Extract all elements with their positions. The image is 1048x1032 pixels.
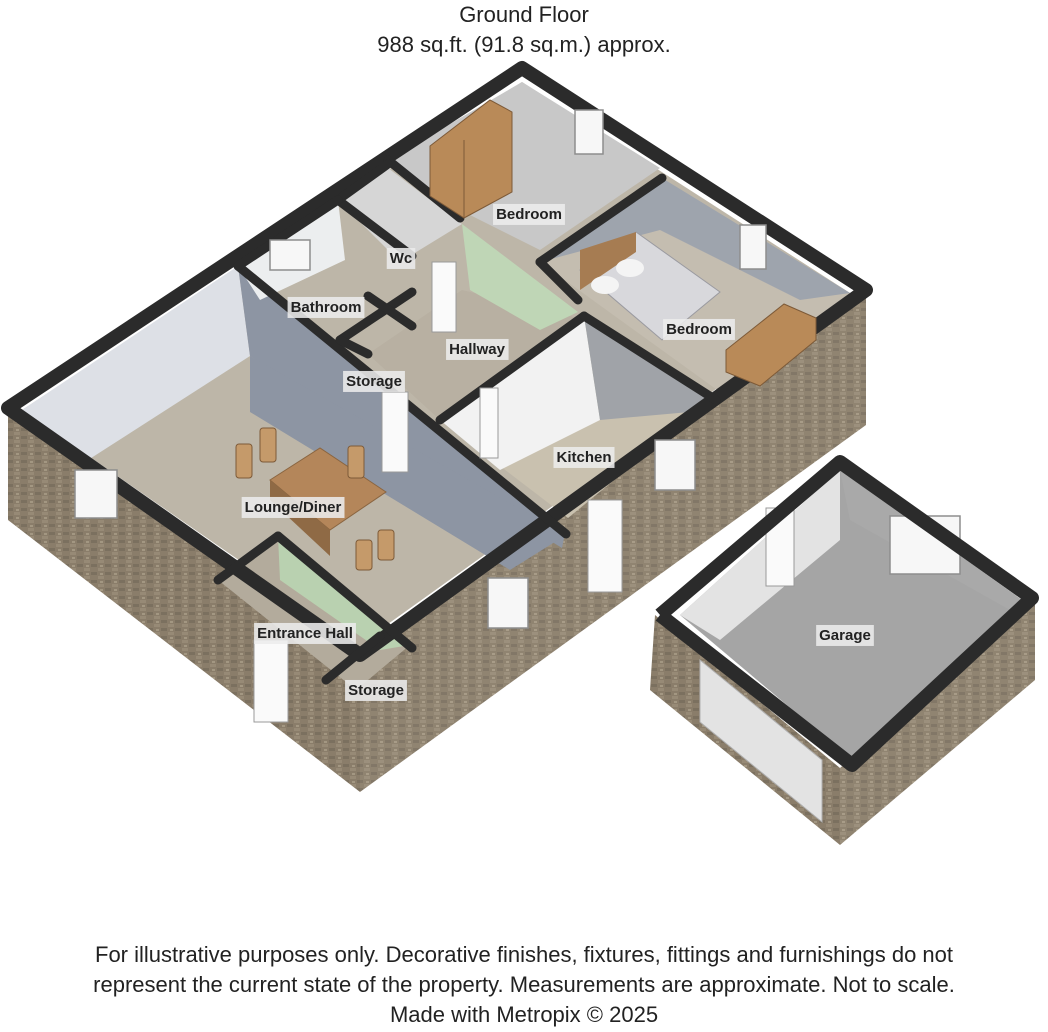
room-label-bedroom-1 bbox=[493, 204, 565, 225]
room-label-wc bbox=[387, 248, 416, 269]
window-bed1 bbox=[575, 110, 603, 154]
window-kitchen bbox=[655, 440, 695, 490]
room-label-text: Wc bbox=[389, 249, 413, 267]
copyright-line: Made with Metropix © 2025 bbox=[389, 1002, 659, 1027]
room-label-text: Garage bbox=[819, 626, 871, 644]
room-label-garage bbox=[816, 625, 874, 646]
door-entrance bbox=[254, 640, 288, 722]
room-label-kitchen bbox=[553, 447, 614, 468]
room-label-text: Bedroom bbox=[496, 205, 562, 223]
floor-area: 988 sq.ft. (91.8 sq.m.) approx. bbox=[377, 32, 671, 57]
window-front bbox=[488, 578, 528, 628]
disclaimer-line-1: For illustrative purposes only. Decorative finishes, fixtures, fittings and furnishings do not bbox=[95, 942, 953, 967]
window-bathroom bbox=[270, 240, 310, 270]
room-label-text: Storage bbox=[346, 372, 402, 390]
room-label-storage-2 bbox=[345, 680, 407, 701]
room-label-text: Bathroom bbox=[290, 298, 362, 316]
room-label-storage-1 bbox=[343, 371, 405, 392]
room-label-bathroom bbox=[288, 297, 365, 318]
door-front bbox=[588, 500, 622, 592]
room-label-bedroom-2 bbox=[663, 319, 735, 340]
room-label-text: Entrance Hall bbox=[257, 624, 353, 642]
window-bed2 bbox=[740, 225, 766, 269]
room-label-text: Storage bbox=[348, 681, 404, 699]
room-label-text: Lounge/Diner bbox=[244, 498, 342, 516]
room-label-text: Bedroom bbox=[666, 320, 732, 338]
disclaimer bbox=[0, 940, 1048, 1030]
room-label-text: Hallway bbox=[449, 340, 505, 358]
room-label-lounge-diner bbox=[242, 497, 345, 518]
main-house bbox=[8, 68, 1022, 792]
window-lounge bbox=[75, 470, 117, 518]
door-kitchen bbox=[480, 388, 498, 458]
disclaimer-line-2: represent the current state of the property. Measurements are approximate. Not to scale. bbox=[93, 972, 955, 997]
floor-title: Ground Floor bbox=[459, 2, 589, 27]
door-hallway bbox=[432, 262, 456, 332]
room-label-hallway bbox=[446, 339, 509, 360]
door-storage bbox=[382, 392, 408, 472]
room-label-entrance-hall bbox=[254, 623, 356, 644]
room-label-text: Kitchen bbox=[556, 448, 612, 466]
